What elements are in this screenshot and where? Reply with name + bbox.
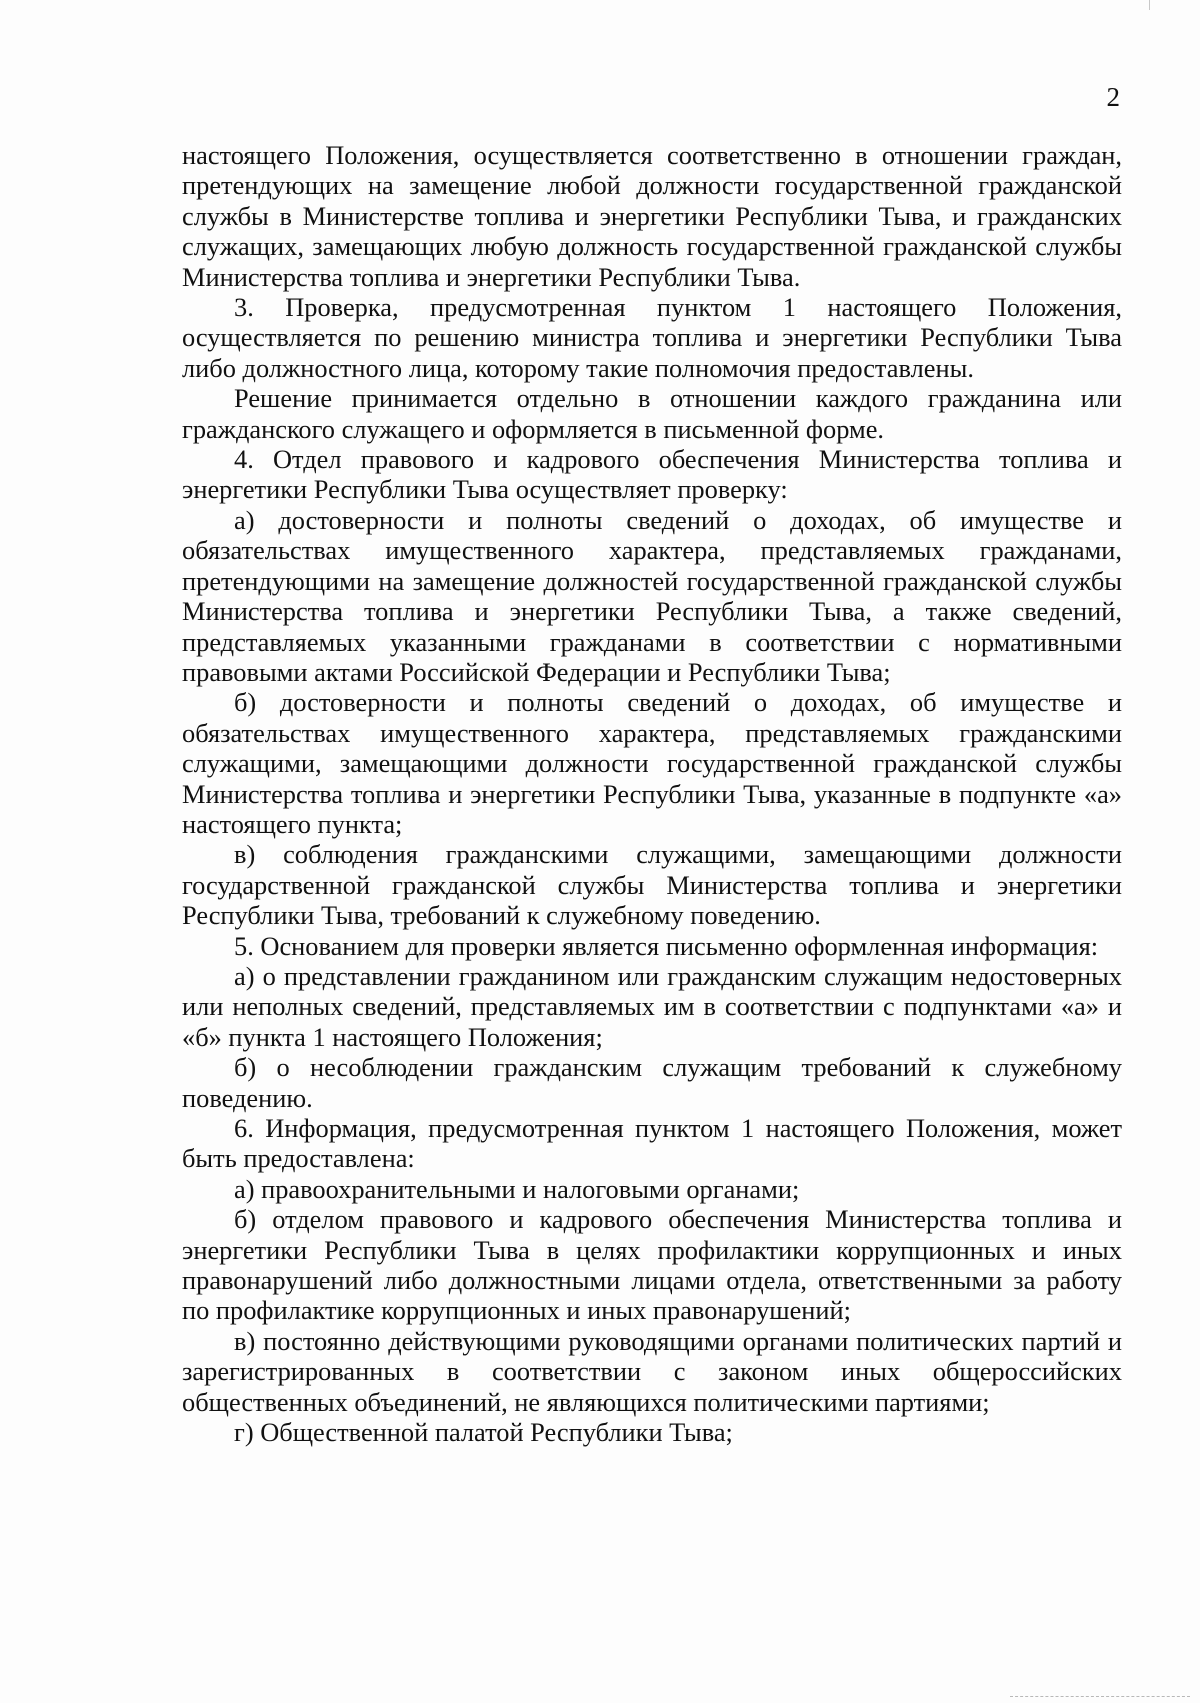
paragraph-decision: Решение принимается отдельно в отношении каждого гражданина или гражданского служащего и оформляется в письменной форме.	[182, 383, 1122, 444]
paragraph-item-4b: б) достоверности и полноты сведений о доходах, об имуществе и обязательствах имущественного характера, представляемых гражданскими служащими, замещающими должности государственной гражданской службы Министерства топлива и энергетики Республики Тыва, указанные в подпункте «а» настоящего пункта;	[182, 687, 1122, 839]
paragraph-continuation: настоящего Положения, осуществляется соответственно в отношении граждан, претендующих на замещение любой должности государственной гражданской службы в Министерстве топлива и энергетики Республики Тыва, и гражданских служащих, замещающих любую должность государственной гражданской службы Министерства топлива и энергетики Республики Тыва.	[182, 140, 1122, 292]
paragraph-item-6: 6. Информация, предусмотренная пунктом 1 настоящего Положения, может быть предоставлена:	[182, 1113, 1122, 1174]
paragraph-item-6g: г) Общественной палатой Республики Тыва;	[234, 1417, 733, 1448]
paragraph-item-5: 5. Основанием для проверки является письменно оформленная информация:	[234, 930, 1099, 961]
scan-bottom-mark	[1010, 1696, 1190, 1699]
page-number: 2	[1106, 82, 1120, 112]
paragraph-item-6a: а) правоохранительными и налоговыми органами;	[234, 1173, 800, 1204]
paragraph-item-4a: а) достоверности и полноты сведений о доходах, об имуществе и обязательствах имущественного характера, представляемых гражданами, претендующими на замещение должностей государственной гражданской службы Министерства топлива и энергетики Республики Тыва, а также сведений, представляемых указанными гражданами в соответствии с нормативными правовыми актами Российской Федерации и Республики Тыва;	[182, 504, 1122, 687]
document-body	[182, 140, 1122, 1447]
paragraph-item-6v: в) постоянно действующими руководящими органами политических партий и зарегистрированных в соответствии с законом иных общероссийских общественных объединений, не являющихся политическими партиями;	[182, 1325, 1122, 1417]
paragraph-item-5a: а) о представлении гражданином или гражданским служащим недостоверных или неполных сведений, представляемых им в соответствии с подпунктами «а» и «б» пункта 1 настоящего Положения;	[182, 960, 1122, 1052]
paragraph-item-3: 3. Проверка, предусмотренная пунктом 1 настоящего Положения, осуществляется по решению министра топлива и энергетики Республики Тыва либо должностного лица, которому такие полномочия предоставлены.	[182, 292, 1122, 383]
paragraph-item-5b: б) о несоблюдении гражданским служащим требований к служебному поведению.	[182, 1052, 1122, 1113]
paragraph-item-6b: б) отделом правового и кадрового обеспечения Министерства топлива и энергетики Республики Тыва в целях профилактики коррупционных и иных правонарушений либо должностными лицами отдела, ответственными за работу по профилактике коррупционных и иных правонарушений;	[182, 1204, 1122, 1326]
paragraph-item-4v: в) соблюдения гражданскими служащими, замещающими должности государственной гражданской службы Министерства топлива и энергетики Республики Тыва, требований к служебному поведению.	[182, 839, 1122, 931]
scan-edge-mark	[1149, 0, 1150, 10]
paragraph-item-4: 4. Отдел правового и кадрового обеспечения Министерства топлива и энергетики Республики Тыва осуществляет проверку:	[182, 444, 1122, 505]
